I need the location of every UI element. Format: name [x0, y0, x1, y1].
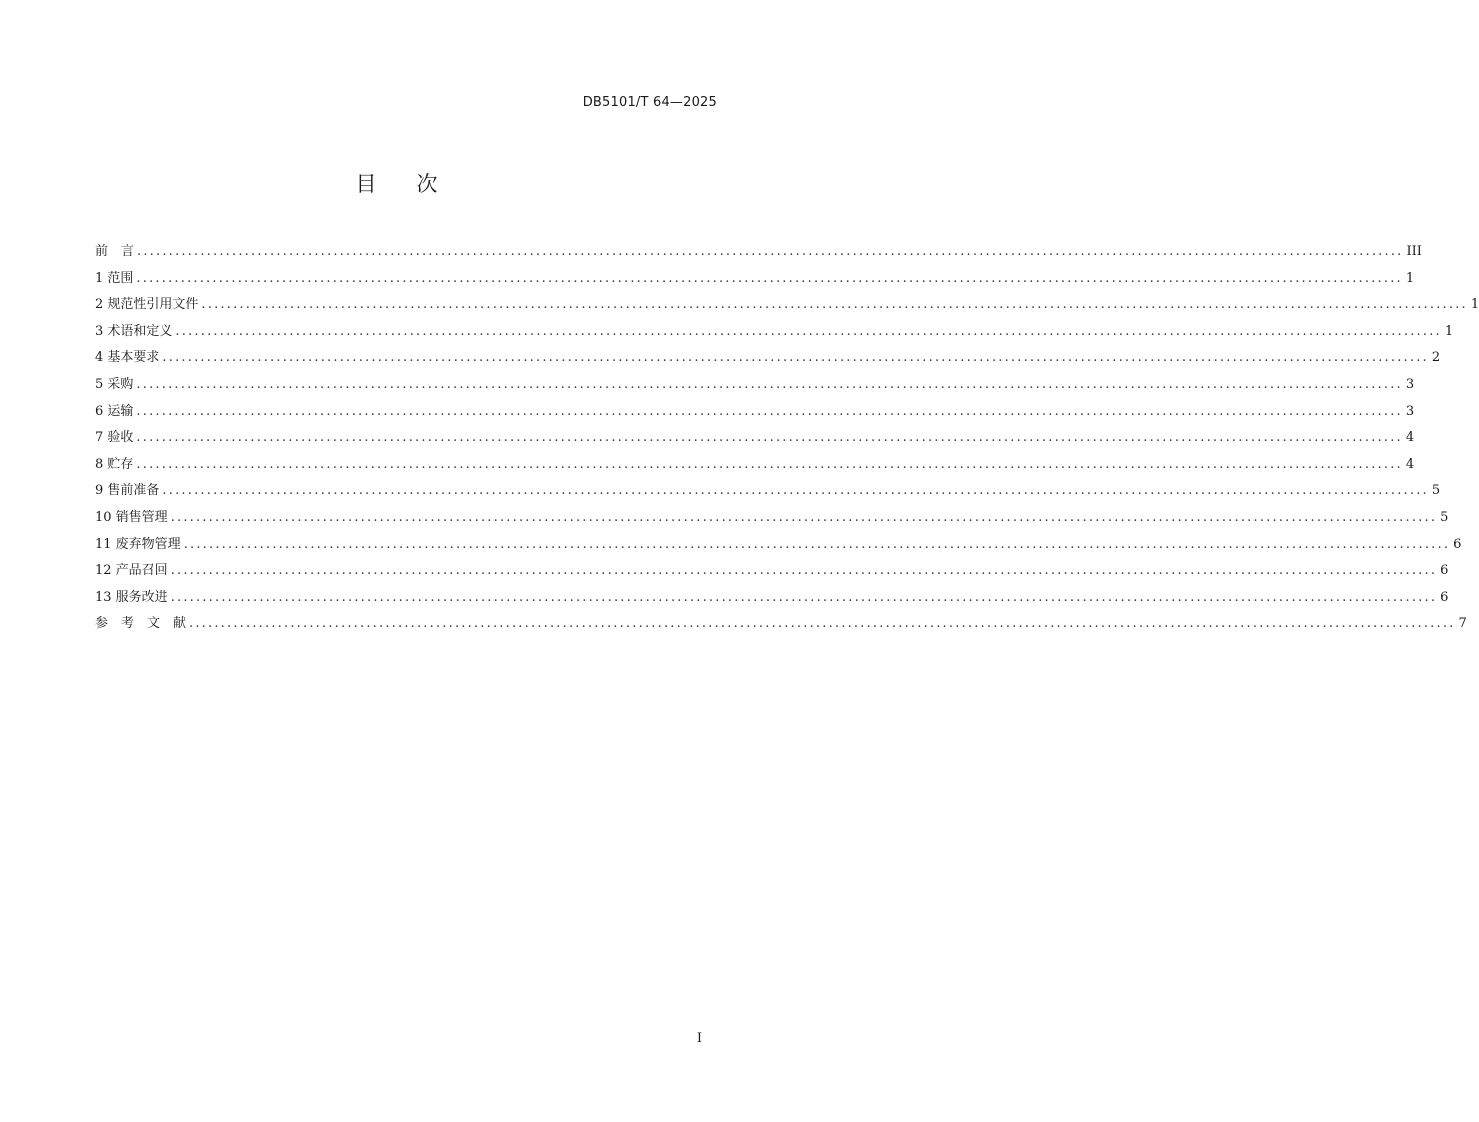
toc-entry-page: 1: [1405, 270, 1415, 286]
toc-entry-label: 12 产品召回: [95, 563, 168, 579]
toc-entry[interactable]: [95, 400, 1415, 427]
toc-dot-leader: ........................................................................................................................................................................................................: [201, 297, 1468, 313]
toc-dot-leader: ........................................................................................................................................................................................................: [137, 244, 1404, 259]
toc-entry-label: 13 服务改进: [95, 589, 168, 605]
toc-entry-page: 5: [1431, 483, 1441, 499]
toc-dot-leader: ........................................................................................................................................................................................................: [136, 430, 1403, 446]
toc-entry-label: 8 贮存: [95, 456, 134, 472]
document-code: DB5101/T 64—2025: [582, 95, 717, 110]
toc-entry-label: 9 售前准备: [95, 483, 160, 499]
toc-entry-label: 5 采购: [95, 376, 134, 392]
toc-dot-leader: ........................................................................................................................................................................................................: [170, 509, 1438, 525]
toc-entry-page: 1: [1444, 323, 1454, 339]
toc-entry[interactable]: [95, 267, 1415, 294]
toc-entry[interactable]: [95, 479, 1441, 506]
toc-entry-page: 3: [1405, 403, 1415, 419]
toc-entry-label: 2 规范性引用文件: [95, 297, 199, 313]
toc-entry[interactable]: [95, 612, 1467, 639]
toc-entry[interactable]: [95, 453, 1415, 480]
toc-entry[interactable]: [95, 506, 1449, 533]
toc-entry-label: 7 验收: [95, 430, 134, 446]
toc-entry-page: 3: [1405, 376, 1415, 392]
toc-entry-label: 11 废弃物管理: [95, 536, 181, 552]
toc-entry-page: 4: [1405, 456, 1415, 472]
toc-entry-label: 6 运输: [95, 403, 134, 419]
toc-entry-label: 10 销售管理: [95, 509, 168, 525]
toc-entry[interactable]: [95, 293, 1479, 320]
toc-entry[interactable]: [95, 559, 1449, 586]
toc-dot-leader: ........................................................................................................................................................................................................: [162, 483, 1429, 499]
toc-entry-page: 2: [1431, 350, 1441, 366]
page-number: I: [696, 1031, 702, 1046]
toc-title: 目次: [355, 172, 478, 196]
toc-entry-label: 前 言: [95, 244, 135, 259]
toc-entry[interactable]: [95, 586, 1449, 613]
toc-dot-leader: ........................................................................................................................................................................................................: [136, 456, 1403, 472]
toc-entry-label: 1 范围: [95, 270, 134, 286]
toc-entry[interactable]: [95, 240, 1422, 267]
toc-entry-page: 5: [1440, 509, 1449, 525]
toc-entry[interactable]: [95, 533, 1462, 560]
toc-entry-page: 7: [1458, 616, 1467, 632]
toc-entry-label: 3 术语和定义: [95, 323, 173, 339]
toc-entry[interactable]: [95, 320, 1454, 347]
toc-dot-leader: ........................................................................................................................................................................................................: [175, 323, 1442, 339]
toc-entry-page: 6: [1440, 563, 1449, 579]
toc-entry-page: 6: [1440, 589, 1449, 605]
toc-entry[interactable]: [95, 346, 1441, 373]
toc-entry[interactable]: [95, 426, 1415, 453]
toc-dot-leader: ........................................................................................................................................................................................................: [136, 376, 1403, 392]
toc-dot-leader: ........................................................................................................................................................................................................: [170, 563, 1438, 579]
toc-dot-leader: ........................................................................................................................................................................................................: [170, 589, 1438, 605]
toc-entry-page: 6: [1453, 536, 1462, 552]
toc-dot-leader: ........................................................................................................................................................................................................: [183, 536, 1451, 552]
toc-dot-leader: ........................................................................................................................................................................................................: [136, 270, 1403, 286]
toc-entry-page: 1: [1470, 297, 1479, 313]
toc-entry-label: 参 考 文 献: [95, 616, 187, 632]
toc-dot-leader: ........................................................................................................................................................................................................: [189, 616, 1456, 632]
toc-entry[interactable]: [95, 373, 1415, 400]
toc-entry-page: 4: [1405, 430, 1415, 446]
toc-entry-label: 4 基本要求: [95, 350, 160, 366]
toc-entry-page: III: [1406, 244, 1422, 259]
toc-dot-leader: ........................................................................................................................................................................................................: [136, 403, 1403, 419]
toc-dot-leader: ........................................................................................................................................................................................................: [162, 350, 1429, 366]
table-of-contents: [95, 240, 1479, 639]
